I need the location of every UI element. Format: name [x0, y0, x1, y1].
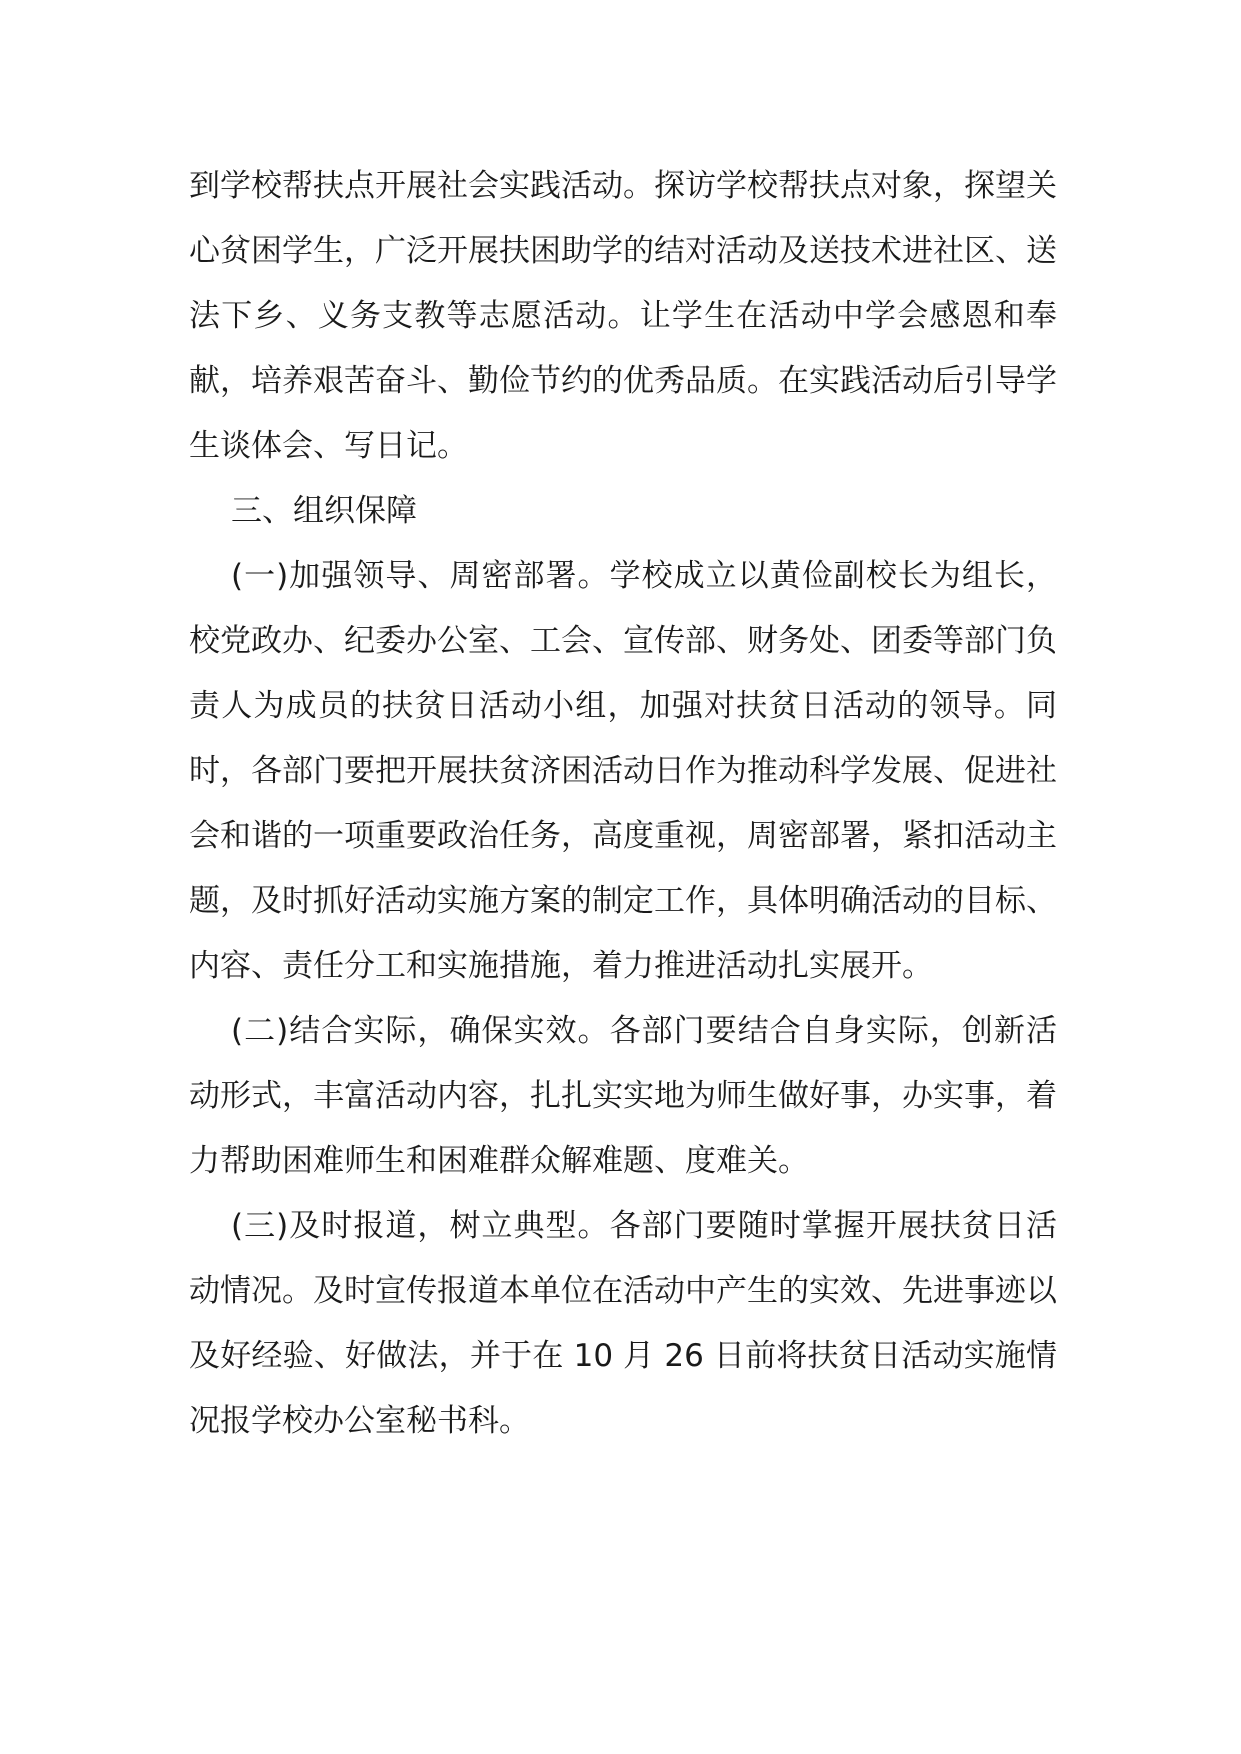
section-heading-organization: 三、组织保障 [231, 493, 417, 529]
paragraph-leadership: (一)加强领导、周密部署。学校成立以黄俭副校长为组长，校党政办、纪委办公室、工会、宣传部、财务处、团委等部门负责人为成员的扶贫日活动小组，加强对扶贫日活动的领导。同时，各部门要把开展扶贫济困活动日作为推动科学发展、促进社会和谐的一项重要政治任务，高度重视，周密部署，紧扣活动主题，及时抓好活动实施方案的制定工作，具体明确活动的目标、内容、责任分工和实施措施，着力推进活动扎实展开。 [189, 558, 1057, 984]
paragraph-practice-activities: 到学校帮扶点开展社会实践活动。探访学校帮扶点对象，探望关心贫困学生，广泛开展扶困助学的结对活动及送技术进社区、送法下乡、义务支教等志愿活动。让学生在活动中学会感恩和奉献，培养艰苦奋斗、勤俭节约的优秀品质。在实践活动后引导学生谈体会、写日记。 [189, 168, 1057, 464]
paragraph-practical-results: (二)结合实际，确保实效。各部门要结合自身实际，创新活动形式，丰富活动内容，扎扎实实地为师生做好事，办实事，着力帮助困难师生和困难群众解难题、度难关。 [189, 1013, 1057, 1179]
paragraph-reporting: (三)及时报道，树立典型。各部门要随时掌握开展扶贫日活动情况。及时宣传报道本单位在活动中产生的实效、先进事迹以及好经验、好做法，并于在 10 月 26 日前将扶贫日活动实施情况报学校办公室秘书科。 [189, 1208, 1057, 1439]
document-body [189, 154, 1057, 1454]
